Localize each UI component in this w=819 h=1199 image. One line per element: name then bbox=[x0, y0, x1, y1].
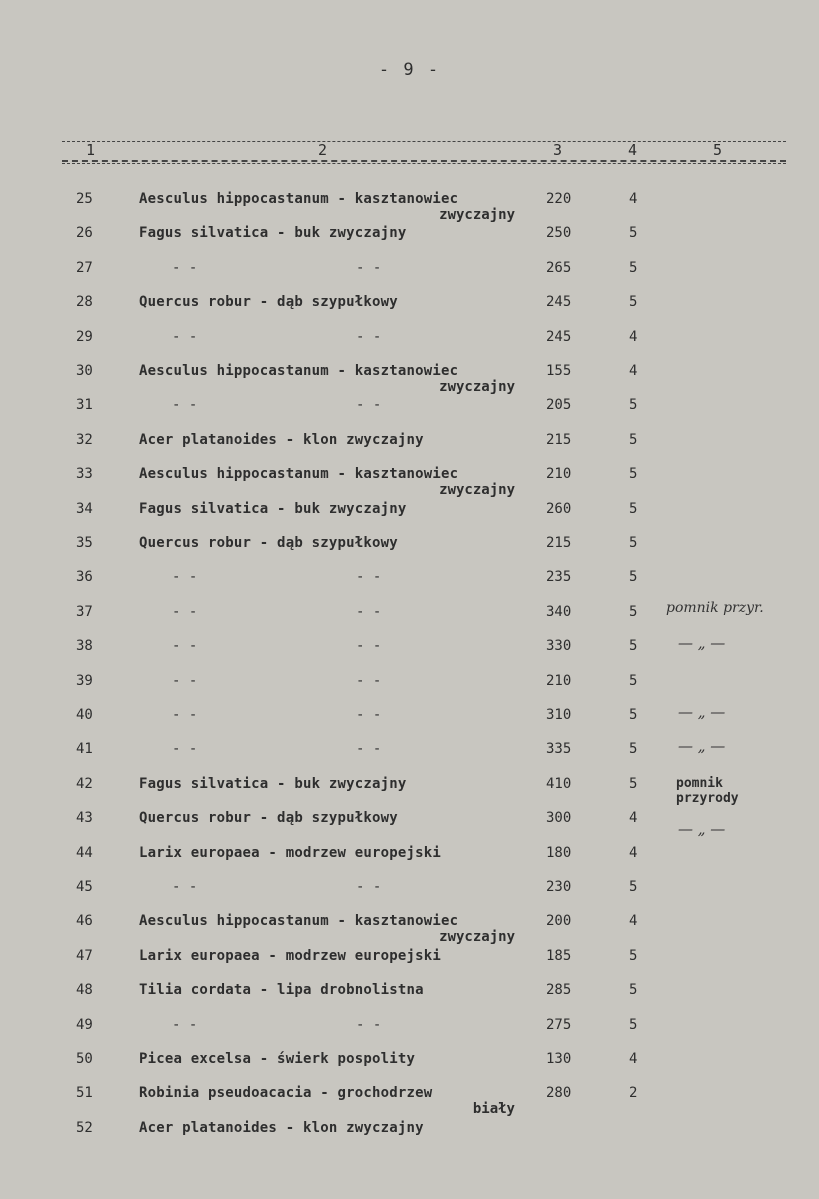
circumference-value: 130 bbox=[546, 1051, 572, 1067]
row-number: 34 bbox=[76, 500, 93, 517]
ditto-mark-genus: - - bbox=[172, 259, 198, 276]
row-number: 36 bbox=[76, 569, 93, 586]
condition-class: 4 bbox=[629, 810, 638, 827]
ditto-mark-genus: - - bbox=[172, 638, 198, 655]
row-number: 42 bbox=[76, 775, 93, 792]
ditto-mark-common: - - bbox=[356, 1016, 382, 1033]
circumference-value: 300 bbox=[546, 810, 572, 827]
header-rule-bottom bbox=[62, 160, 786, 162]
row-number: 31 bbox=[76, 397, 93, 414]
ditto-mark-genus: - - bbox=[172, 1016, 198, 1033]
row-number: 44 bbox=[76, 844, 93, 861]
circumference-value: 235 bbox=[546, 569, 572, 586]
table-row bbox=[0, 569, 819, 603]
header-col-3: 3 bbox=[553, 141, 563, 159]
table-row bbox=[0, 1120, 819, 1154]
condition-class: 2 bbox=[629, 1085, 638, 1102]
table-row bbox=[0, 191, 819, 225]
row-number: 50 bbox=[76, 1051, 93, 1067]
ditto-mark-common: - - bbox=[356, 672, 382, 689]
ditto-mark-common: - - bbox=[356, 638, 382, 655]
header-rule-bottom-2 bbox=[62, 163, 786, 164]
condition-class: 5 bbox=[629, 947, 638, 964]
table-row bbox=[0, 1085, 819, 1119]
handwritten-remark: — „ — bbox=[678, 820, 726, 839]
ditto-mark-common: - - bbox=[356, 879, 382, 895]
ditto-mark-common: - - bbox=[356, 603, 382, 620]
ditto-mark-genus: - - bbox=[172, 603, 198, 620]
row-number: 45 bbox=[76, 879, 93, 895]
row-number: 49 bbox=[76, 1016, 93, 1033]
row-number: 52 bbox=[76, 1119, 93, 1136]
row-number: 48 bbox=[76, 982, 93, 999]
condition-class: 5 bbox=[629, 775, 638, 792]
row-number: 25 bbox=[76, 191, 93, 207]
header-col-5: 5 bbox=[713, 141, 723, 159]
condition-class: 5 bbox=[629, 603, 638, 620]
handwritten-remark: — „ — bbox=[678, 737, 726, 756]
row-number: 41 bbox=[76, 741, 93, 758]
table-row bbox=[0, 260, 819, 294]
ditto-mark-common: - - bbox=[356, 569, 382, 586]
circumference-value: 200 bbox=[546, 913, 572, 930]
circumference-value: 285 bbox=[546, 982, 572, 999]
condition-class: 5 bbox=[629, 431, 638, 448]
species-name: Aesculus hippocastanum - kasztanowiec bbox=[139, 913, 459, 930]
ditto-mark-common: - - bbox=[356, 328, 382, 345]
header-col-1: 1 bbox=[86, 141, 96, 159]
circumference-value: 280 bbox=[546, 1085, 572, 1102]
condition-class: 5 bbox=[629, 397, 638, 414]
circumference-value: 245 bbox=[546, 328, 572, 345]
condition-class: 4 bbox=[629, 191, 638, 207]
header-col-4: 4 bbox=[628, 141, 638, 159]
table-row bbox=[0, 294, 819, 328]
species-name: Aesculus hippocastanum - kasztanowiec bbox=[139, 191, 459, 207]
species-name-continued: zwyczajny bbox=[439, 482, 515, 499]
table-row bbox=[0, 225, 819, 259]
circumference-value: 210 bbox=[546, 466, 572, 483]
table-row bbox=[0, 776, 819, 810]
species-name: Acer platanoides - klon zwyczajny bbox=[139, 431, 424, 448]
circumference-value: 335 bbox=[546, 741, 572, 758]
circumference-value: 230 bbox=[546, 879, 572, 895]
species-name: Picea excelsa - świerk pospolity bbox=[139, 1051, 416, 1067]
row-number: 38 bbox=[76, 638, 93, 655]
condition-class: 5 bbox=[629, 569, 638, 586]
circumference-value: 210 bbox=[546, 672, 572, 689]
condition-class: 5 bbox=[629, 638, 638, 655]
circumference-value: 265 bbox=[546, 259, 572, 276]
species-name: Fagus silvatica - buk zwyczajny bbox=[139, 500, 407, 517]
species-name-continued: zwyczajny bbox=[439, 207, 515, 223]
circumference-value: 410 bbox=[546, 775, 572, 792]
species-name: Aesculus hippocastanum - kasztanowiec bbox=[139, 466, 459, 483]
condition-class: 4 bbox=[629, 363, 638, 379]
row-number: 37 bbox=[76, 603, 93, 620]
row-number: 33 bbox=[76, 466, 93, 483]
circumference-value: 180 bbox=[546, 844, 572, 861]
header-col-2: 2 bbox=[318, 141, 328, 159]
table-row bbox=[0, 432, 819, 466]
circumference-value: 155 bbox=[546, 363, 572, 379]
table-row bbox=[0, 329, 819, 363]
circumference-value: 185 bbox=[546, 947, 572, 964]
condition-class: 5 bbox=[629, 741, 638, 758]
circumference-value: 330 bbox=[546, 638, 572, 655]
ditto-mark-genus: - - bbox=[172, 569, 198, 586]
ditto-mark-common: - - bbox=[356, 707, 382, 723]
row-number: 35 bbox=[76, 535, 93, 551]
circumference-value: 215 bbox=[546, 535, 572, 551]
ditto-mark-common: - - bbox=[356, 741, 382, 758]
handwritten-remark: — „ — bbox=[678, 634, 726, 653]
condition-class: 4 bbox=[629, 913, 638, 930]
species-name: Tilia cordata - lipa drobnolistna bbox=[139, 982, 424, 999]
condition-class: 4 bbox=[629, 844, 638, 861]
row-number: 47 bbox=[76, 947, 93, 964]
species-name: Acer platanoides - klon zwyczajny bbox=[139, 1119, 424, 1136]
table-row bbox=[0, 466, 819, 500]
condition-class: 5 bbox=[629, 707, 638, 723]
species-name: Larix europaea - modrzew europejski bbox=[139, 947, 442, 964]
circumference-value: 340 bbox=[546, 603, 572, 620]
ditto-mark-genus: - - bbox=[172, 741, 198, 758]
remark-note: pomnik przyrody bbox=[676, 775, 739, 806]
circumference-value: 220 bbox=[546, 191, 572, 207]
table-row bbox=[0, 913, 819, 947]
table-row bbox=[0, 535, 819, 569]
condition-class: 5 bbox=[629, 535, 638, 551]
species-name: Quercus robur - dąb szypułkowy bbox=[139, 294, 398, 311]
circumference-value: 250 bbox=[546, 225, 572, 242]
table-row bbox=[0, 363, 819, 397]
ditto-mark-genus: - - bbox=[172, 707, 198, 723]
condition-class: 5 bbox=[629, 466, 638, 483]
row-number: 51 bbox=[76, 1085, 93, 1102]
condition-class: 5 bbox=[629, 879, 638, 895]
row-number: 32 bbox=[76, 431, 93, 448]
species-name: Quercus robur - dąb szypułkowy bbox=[139, 810, 398, 827]
row-number: 26 bbox=[76, 225, 93, 242]
page-title: - 9 - bbox=[378, 60, 441, 80]
table-row bbox=[0, 982, 819, 1016]
table-row bbox=[0, 397, 819, 431]
circumference-value: 275 bbox=[546, 1016, 572, 1033]
row-number: 29 bbox=[76, 328, 93, 345]
handwritten-remark: pomnik przyr. bbox=[666, 599, 764, 616]
row-number: 43 bbox=[76, 810, 93, 827]
row-number: 30 bbox=[76, 363, 93, 379]
table-header bbox=[0, 141, 819, 161]
condition-class: 4 bbox=[629, 328, 638, 345]
species-name: Fagus silvatica - buk zwyczajny bbox=[139, 775, 407, 792]
species-name: Robinia pseudoacacia - grochodrzew bbox=[139, 1085, 433, 1102]
species-name-continued: zwyczajny bbox=[439, 929, 515, 946]
row-number: 46 bbox=[76, 913, 93, 930]
condition-class: 5 bbox=[629, 1016, 638, 1033]
table-row bbox=[0, 948, 819, 982]
table-row bbox=[0, 1017, 819, 1051]
row-number: 40 bbox=[76, 707, 93, 723]
condition-class: 5 bbox=[629, 982, 638, 999]
circumference-value: 245 bbox=[546, 294, 572, 311]
row-number: 27 bbox=[76, 259, 93, 276]
table-row bbox=[0, 501, 819, 535]
ditto-mark-common: - - bbox=[356, 397, 382, 414]
species-name-continued: zwyczajny bbox=[439, 379, 515, 395]
circumference-value: 310 bbox=[546, 707, 572, 723]
circumference-value: 260 bbox=[546, 500, 572, 517]
ditto-mark-genus: - - bbox=[172, 328, 198, 345]
table-row bbox=[0, 879, 819, 913]
table-row bbox=[0, 845, 819, 879]
condition-class: 5 bbox=[629, 672, 638, 689]
circumference-value: 205 bbox=[546, 397, 572, 414]
species-name: Quercus robur - dąb szypułkowy bbox=[139, 535, 398, 551]
table-row bbox=[0, 673, 819, 707]
condition-class: 5 bbox=[629, 500, 638, 517]
condition-class: 5 bbox=[629, 259, 638, 276]
species-name: Aesculus hippocastanum - kasztanowiec bbox=[139, 363, 459, 379]
row-number: 28 bbox=[76, 294, 93, 311]
ditto-mark-genus: - - bbox=[172, 397, 198, 414]
handwritten-remark: — „ — bbox=[678, 703, 726, 721]
row-number: 39 bbox=[76, 672, 93, 689]
condition-class: 4 bbox=[629, 1051, 638, 1067]
ditto-mark-genus: - - bbox=[172, 672, 198, 689]
species-name: Larix europaea - modrzew europejski bbox=[139, 844, 442, 861]
species-name: Fagus silvatica - buk zwyczajny bbox=[139, 225, 407, 242]
ditto-mark-common: - - bbox=[356, 259, 382, 276]
species-name-continued: biały bbox=[472, 1101, 515, 1118]
table-row bbox=[0, 1051, 819, 1085]
condition-class: 5 bbox=[629, 225, 638, 242]
condition-class: 5 bbox=[629, 294, 638, 311]
circumference-value: 215 bbox=[546, 431, 572, 448]
ditto-mark-genus: - - bbox=[172, 879, 198, 895]
